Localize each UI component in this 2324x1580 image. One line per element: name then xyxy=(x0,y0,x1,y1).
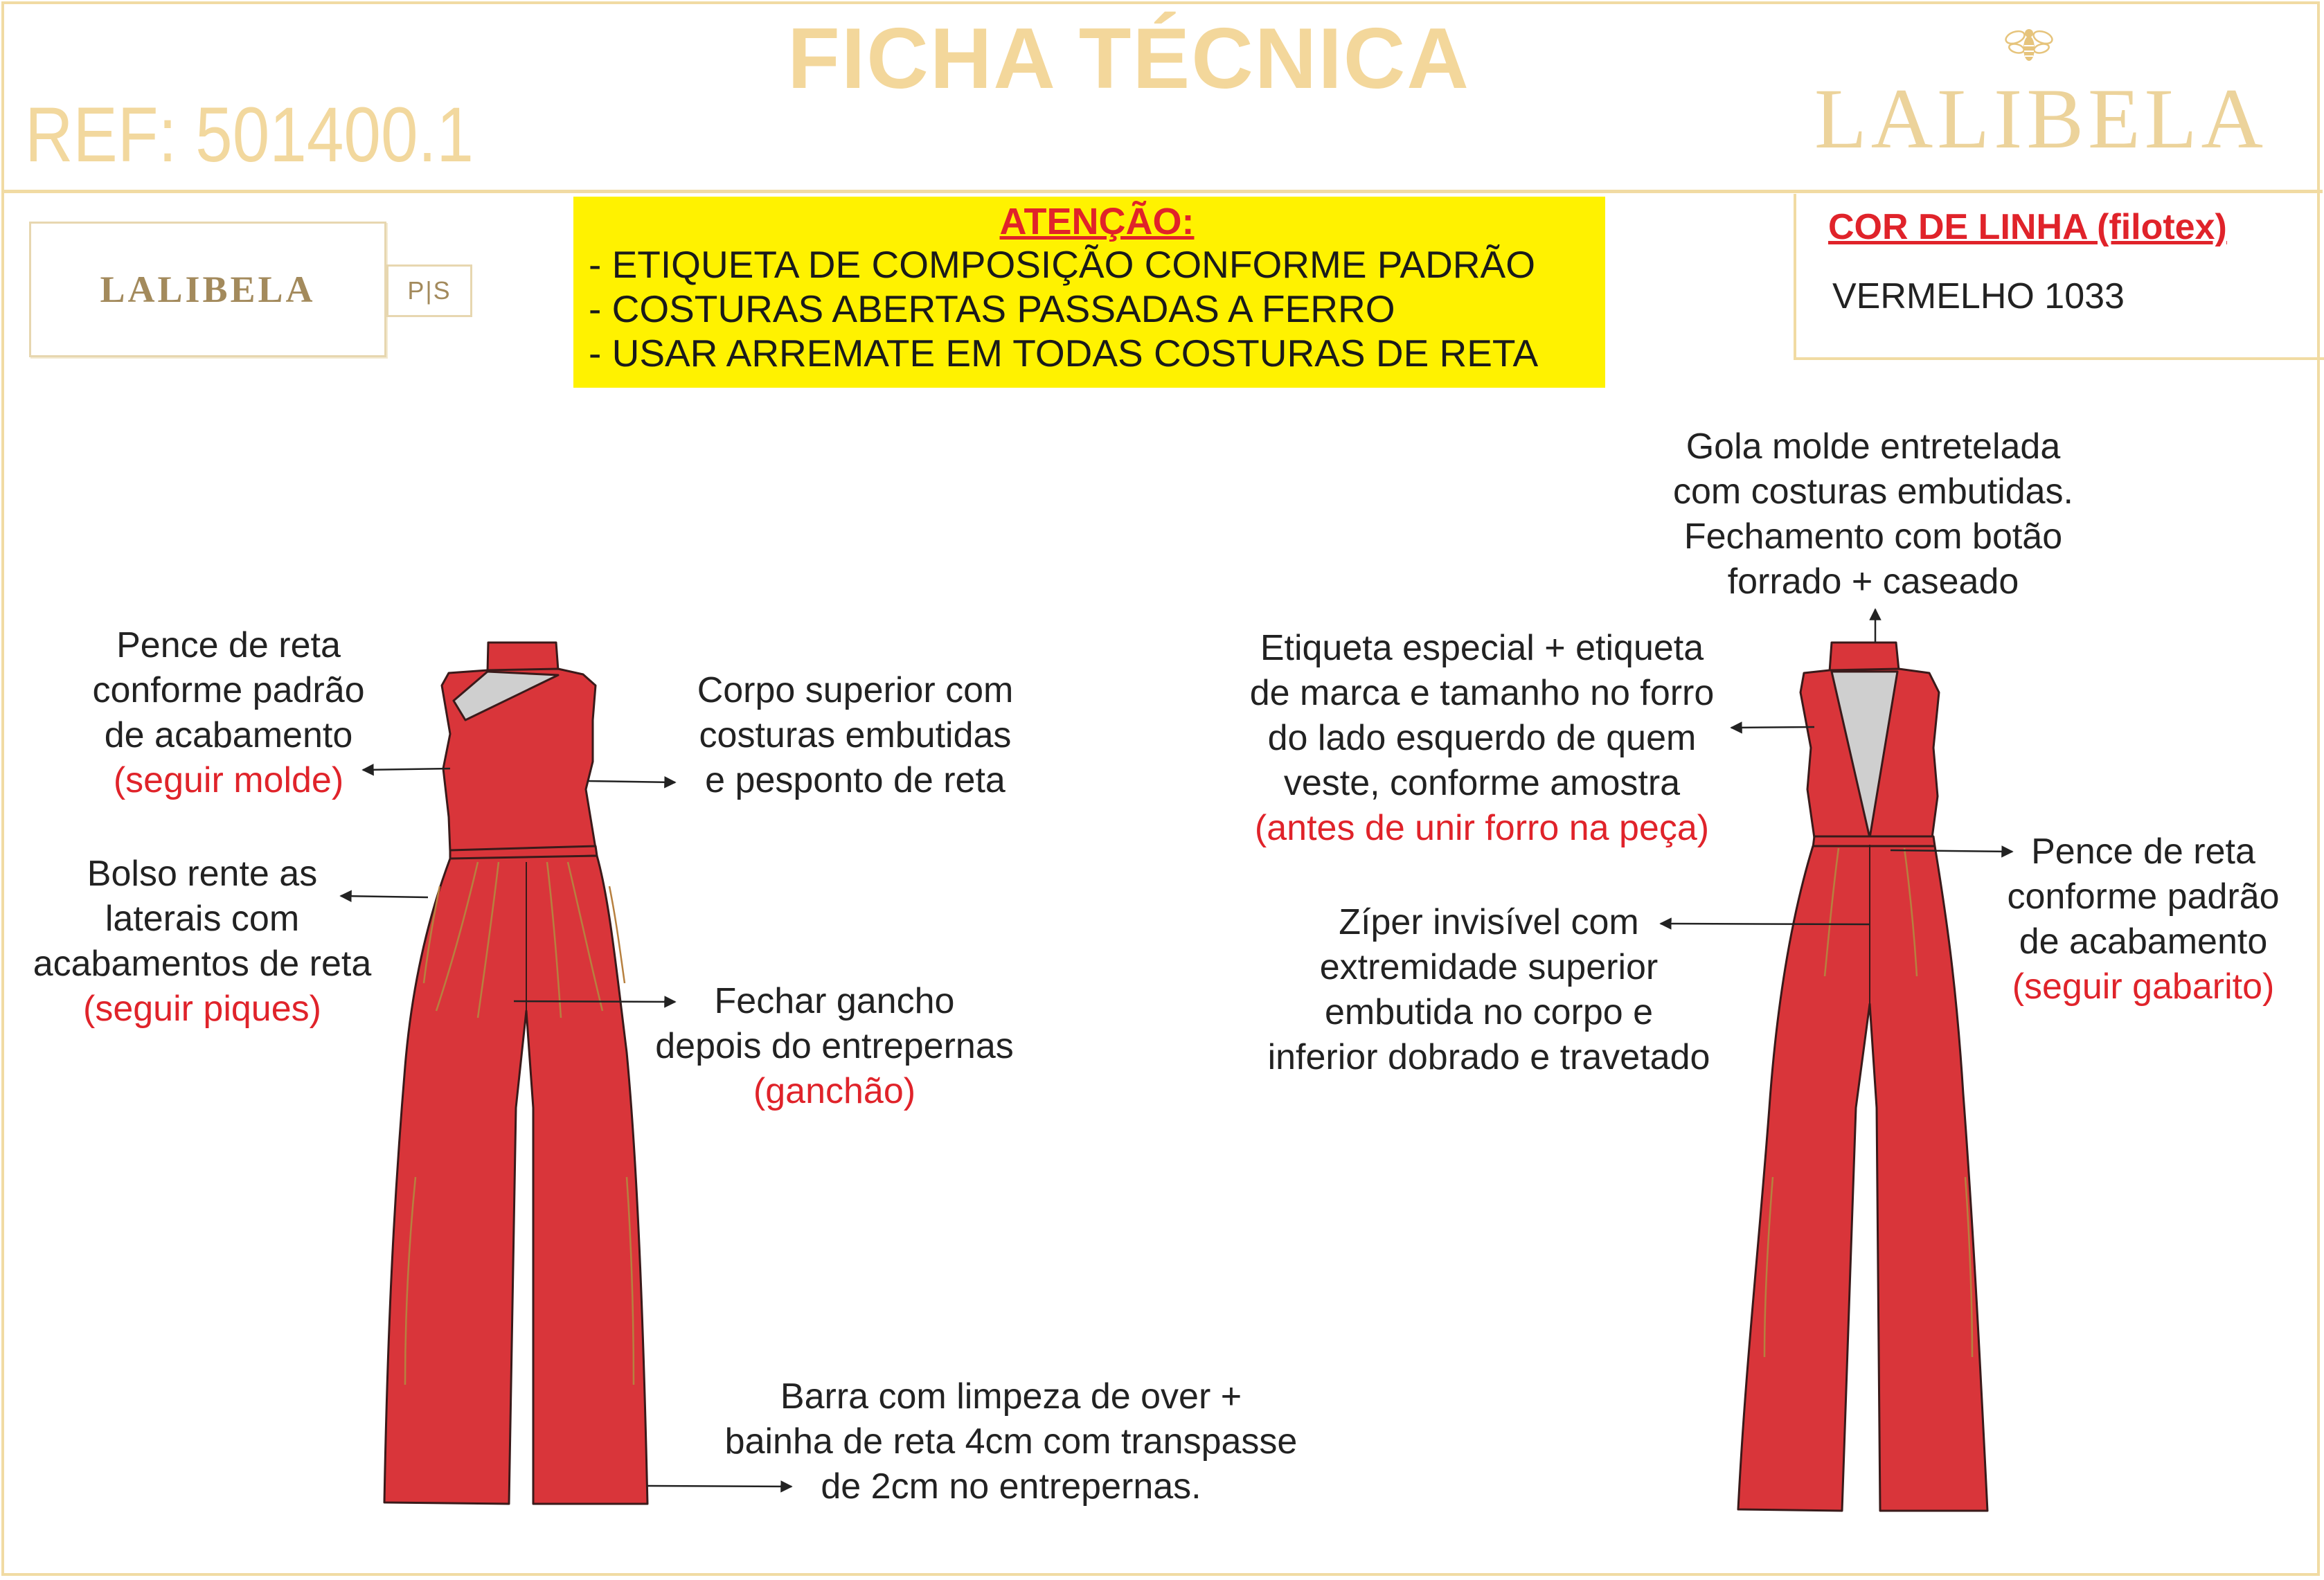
note-line: veste, conforme amostra xyxy=(1283,763,1681,803)
note-line: acabamentos de reta xyxy=(33,944,372,984)
attention-line: - ETIQUETA DE COMPOSIÇÃO CONFORME PADRÃO xyxy=(589,243,1535,286)
note-back-etiqueta xyxy=(1198,626,1766,851)
note-line: e pesponto de reta xyxy=(705,760,1005,800)
note-front-barra xyxy=(686,1374,1337,1509)
page-title: FICHA TÉCNICA xyxy=(787,11,1470,107)
note-line: Pence de reta xyxy=(2031,832,2255,872)
note-line: com costuras embutidas. xyxy=(1672,472,2074,512)
note-line-red: (seguir piques) xyxy=(83,989,321,1029)
note-line: depois do entrepernas xyxy=(655,1026,1014,1066)
note-line-red: (antes de unir forro na peça) xyxy=(1254,808,1710,848)
note-line-red: (seguir molde) xyxy=(113,760,344,800)
note-line: extremidade superior xyxy=(1319,947,1659,987)
note-front-corpo xyxy=(647,668,1063,803)
brand-wordmark: LALIBELA xyxy=(1814,71,2268,166)
note-line: Fechar gancho xyxy=(714,981,955,1021)
front-jumpsuit-drawing xyxy=(384,643,647,1504)
label-brand-text: LALIBELA xyxy=(100,269,316,310)
note-front-gancho xyxy=(627,979,1042,1114)
note-line: Etiqueta especial + etiqueta xyxy=(1260,628,1704,668)
note-line: conforme padrão xyxy=(92,670,365,710)
reference-code: REF: 501400.1 xyxy=(25,91,474,178)
attention-line: - COSTURAS ABERTAS PASSADAS A FERRO xyxy=(589,287,1395,330)
note-line: laterais com xyxy=(105,899,300,939)
note-front-pence xyxy=(62,623,395,803)
note-line: inferior dobrado e travetado xyxy=(1267,1037,1710,1077)
attention-title: ATENÇÃO: xyxy=(999,201,1195,242)
note-line: conforme padrão xyxy=(2007,877,2280,917)
note-line: Corpo superior com xyxy=(697,670,1014,710)
back-jumpsuit-drawing xyxy=(1738,643,1987,1511)
note-line-red: (ganchão) xyxy=(753,1071,916,1111)
note-back-gola xyxy=(1614,424,2133,604)
note-line: Fechamento com botão xyxy=(1683,517,2063,557)
thread-value: VERMELHO 1033 xyxy=(1832,276,2125,316)
note-back-ziper xyxy=(1226,900,1752,1080)
note-line: do lado esquerdo de quem xyxy=(1267,718,1697,758)
note-line: embutida no corpo e xyxy=(1324,992,1654,1032)
attention-line: - USAR ARREMATE EM TODAS COSTURAS DE RETA xyxy=(589,332,1539,375)
note-line: bainha de reta 4cm com transpasse xyxy=(724,1421,1298,1462)
note-line: de 2cm no entrepernas. xyxy=(821,1466,1201,1507)
size-tag: P|S xyxy=(386,264,472,317)
note-front-bolso xyxy=(8,852,396,1032)
note-line: forrado + caseado xyxy=(1727,562,2019,602)
note-line: de acabamento xyxy=(2019,922,2268,962)
note-back-pence xyxy=(1974,829,2313,1009)
thread-title: COR DE LINHA (filotex) xyxy=(1828,207,2227,247)
note-line: Zíper invisível com xyxy=(1339,902,1639,942)
note-line: Barra com limpeza de over + xyxy=(780,1376,1242,1417)
note-line-red: (seguir gabarito) xyxy=(2012,967,2275,1007)
note-line: Pence de reta xyxy=(116,625,341,665)
note-line: Bolso rente as xyxy=(87,854,318,894)
note-line: de acabamento xyxy=(104,715,353,755)
note-line: de marca e tamanho no forro xyxy=(1249,673,1715,713)
note-line: costuras embutidas xyxy=(699,715,1012,755)
note-line: Gola molde entretelada xyxy=(1686,427,2061,467)
